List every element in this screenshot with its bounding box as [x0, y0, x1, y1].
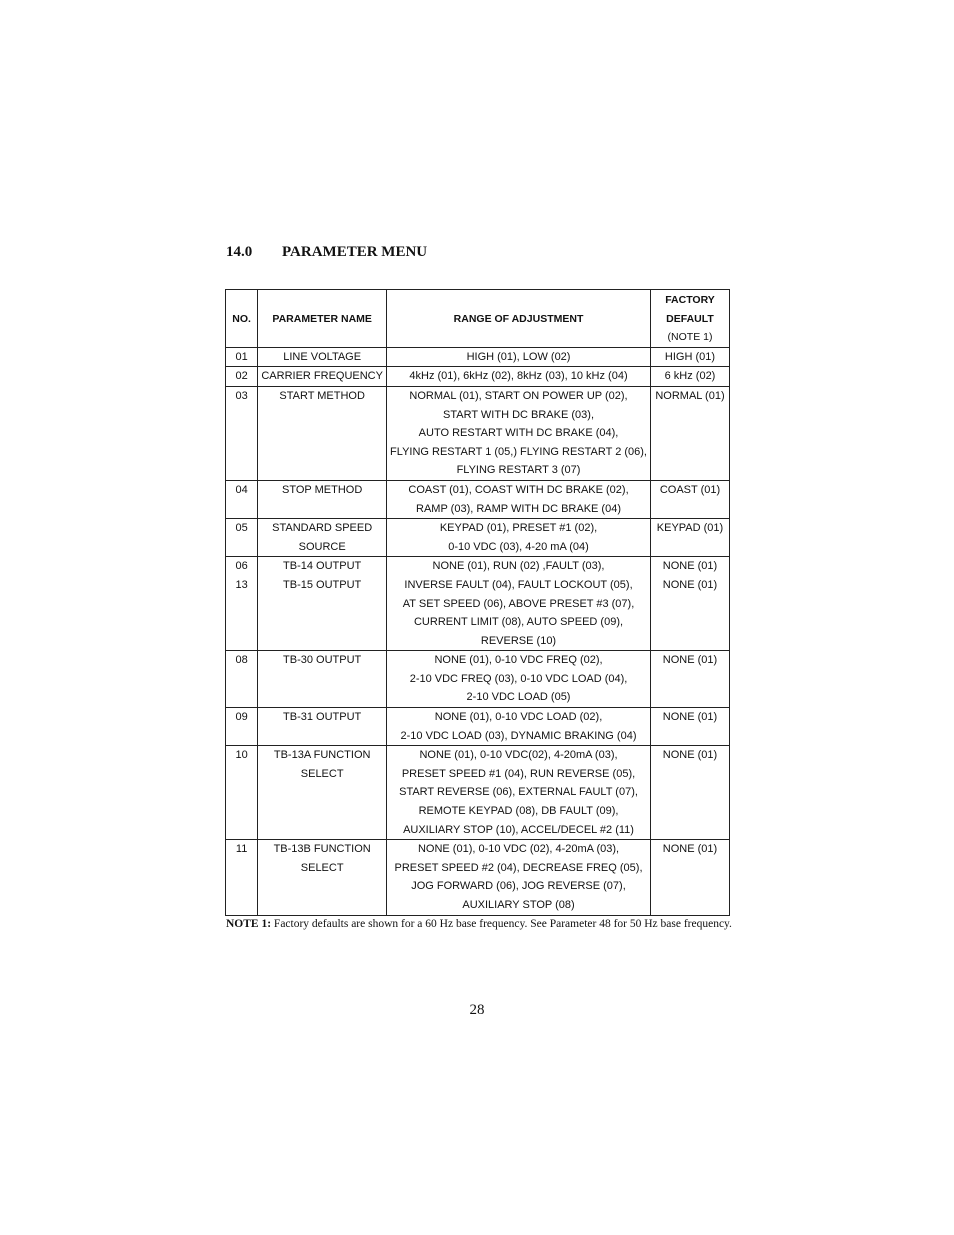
- cell-line: 2-10 VDC LOAD (03), DYNAMIC BRAKING (04): [400, 729, 637, 742]
- note-label: NOTE 1:: [226, 918, 272, 930]
- param-range-cell: [387, 557, 651, 651]
- param-name-cell: [258, 367, 387, 387]
- header-no: NO.: [226, 290, 258, 348]
- cell-line: 05: [235, 522, 248, 535]
- param-name-cell: [258, 746, 387, 840]
- table-row: [226, 347, 730, 367]
- cell-line: 4kHz (01), 6kHz (02), 8kHz (03), 10 kHz (04): [409, 370, 628, 383]
- cell-line: START METHOD: [279, 389, 365, 402]
- page-number: 28: [469, 1002, 485, 1018]
- param-range-cell: [387, 651, 651, 708]
- param-default-cell: [650, 519, 729, 557]
- cell-line: COAST (01): [659, 483, 721, 496]
- cell-line: TB-13B FUNCTION: [273, 843, 371, 856]
- cell-line: 02: [235, 370, 248, 383]
- cell-line: 09: [235, 711, 248, 724]
- cell-line: 04: [235, 483, 248, 496]
- param-name-cell: [258, 347, 387, 367]
- param-range-cell: [387, 708, 651, 746]
- cell-line: 08: [235, 654, 248, 667]
- cell-line: COAST (01), COAST WITH DC BRAKE (02),: [408, 483, 629, 496]
- cell-line: NORMAL (01), START ON POWER UP (02),: [409, 389, 628, 402]
- cell-line: 03: [235, 389, 248, 402]
- param-number-cell: [226, 519, 258, 557]
- section-heading: [226, 244, 427, 261]
- table-row: [226, 519, 730, 557]
- cell-line: NORMAL (01): [655, 389, 725, 402]
- cell-line: 0-10 VDC (03), 4-20 mA (04): [448, 540, 589, 553]
- param-number-cell: [226, 480, 258, 518]
- cell-line: STANDARD SPEED: [272, 522, 373, 535]
- cell-line: START REVERSE (06), EXTERNAL FAULT (07),: [399, 786, 638, 799]
- cell-line: NONE (01), 0-10 VDC(02), 4-20mA (03),: [419, 749, 618, 762]
- param-number-cell: [226, 746, 258, 840]
- param-range-cell: [387, 840, 651, 915]
- cell-line: 01: [235, 350, 248, 363]
- cell-line: SELECT: [300, 767, 344, 780]
- cell-line: 13: [235, 578, 248, 591]
- param-name-cell: [258, 708, 387, 746]
- cell-line: LINE VOLTAGE: [283, 350, 362, 363]
- cell-line: HIGH (01), LOW (02): [466, 350, 571, 363]
- cell-line: TB-30 OUTPUT: [283, 654, 362, 667]
- header-default-line: DEFAULT: [666, 312, 714, 325]
- cell-line: REVERSE (10): [480, 634, 557, 647]
- param-default-cell: [650, 386, 729, 480]
- section-number: 14.0: [226, 244, 253, 260]
- cell-line: SELECT: [300, 861, 344, 874]
- cell-line: NONE (01), 0-10 VDC FREQ (02),: [434, 654, 603, 667]
- table-row: [226, 386, 730, 480]
- cell-line: STOP METHOD: [282, 483, 363, 496]
- cell-line: 10: [235, 749, 248, 762]
- param-number-cell: [226, 708, 258, 746]
- cell-line: REMOTE KEYPAD (08), DB FAULT (09),: [418, 805, 619, 818]
- cell-line: JOG FORWARD (06), JOG REVERSE (07),: [411, 880, 626, 893]
- param-number-cell: [226, 367, 258, 387]
- cell-line: TB-13A FUNCTION: [273, 749, 371, 762]
- cell-line: 2-10 VDC FREQ (03), 0-10 VDC LOAD (04),: [409, 672, 628, 685]
- cell-line: NONE (01), RUN (02) ,FAULT (03),: [432, 560, 605, 573]
- param-default-cell: [650, 347, 729, 367]
- cell-line: NONE (01): [662, 843, 718, 856]
- cell-line: 11: [235, 843, 248, 856]
- cell-line: PRESET SPEED #2 (04), DECREASE FREQ (05),: [394, 861, 643, 874]
- cell-line: KEYPAD (01): [656, 522, 724, 535]
- cell-line: NONE (01), 0-10 VDC LOAD (02),: [434, 711, 603, 724]
- param-range-cell: [387, 386, 651, 480]
- cell-line: FLYING RESTART 1 (05,) FLYING RESTART 2 (06),: [390, 445, 647, 458]
- param-default-cell: [650, 480, 729, 518]
- param-number-cell: [226, 347, 258, 367]
- param-default-cell: [650, 651, 729, 708]
- footnote: [226, 917, 736, 933]
- param-range-cell: [387, 746, 651, 840]
- param-number-cell: [226, 840, 258, 915]
- header-parameter-name: PARAMETER NAME: [258, 290, 387, 348]
- param-default-cell: [650, 557, 729, 651]
- param-name-cell: [258, 557, 387, 651]
- param-default-cell: [650, 708, 729, 746]
- header-default-line: (NOTE 1): [667, 331, 713, 344]
- cell-line: AT SET SPEED (06), ABOVE PRESET #3 (07),: [402, 597, 635, 610]
- param-default-cell: [650, 746, 729, 840]
- cell-line: NONE (01): [662, 711, 718, 724]
- header-range: RANGE OF ADJUSTMENT: [387, 290, 651, 348]
- cell-line: START WITH DC BRAKE (03),: [443, 408, 594, 421]
- table-row: [226, 557, 730, 651]
- cell-line: CURRENT LIMIT (08), AUTO SPEED (09),: [413, 616, 624, 629]
- cell-line: KEYPAD (01), PRESET #1 (02),: [439, 522, 598, 535]
- param-range-cell: [387, 480, 651, 518]
- table-row: [226, 367, 730, 387]
- param-range-cell: [387, 347, 651, 367]
- param-name-cell: [258, 480, 387, 518]
- param-number-cell: [226, 557, 258, 651]
- cell-line: CARRIER FREQUENCY: [261, 370, 383, 383]
- parameter-table: [225, 289, 730, 916]
- cell-line: 6 kHz (02): [664, 370, 716, 383]
- note-text: Factory defaults are shown for a 60 Hz base frequency. See Parameter 48 for 50 Hz base frequency.: [271, 918, 732, 930]
- cell-line: AUXILIARY STOP (08): [462, 899, 575, 911]
- param-range-cell: [387, 367, 651, 387]
- cell-line: HIGH (01): [664, 350, 716, 363]
- cell-line: RAMP (03), RAMP WITH DC BRAKE (04): [416, 502, 621, 515]
- table-row: [226, 651, 730, 708]
- param-name-cell: [258, 840, 387, 915]
- cell-line: FLYING RESTART 3 (07): [456, 464, 581, 477]
- param-name-cell: [258, 386, 387, 480]
- param-range-cell: [387, 519, 651, 557]
- table-row: [226, 746, 730, 840]
- param-default-cell: [650, 840, 729, 915]
- cell-line: PRESET SPEED #1 (04), RUN REVERSE (05),: [401, 767, 636, 780]
- cell-line: SOURCE: [298, 540, 346, 553]
- cell-line: AUTO RESTART WITH DC BRAKE (04),: [418, 427, 619, 440]
- cell-line: AUXILIARY STOP (10), ACCEL/DECEL #2 (11): [403, 823, 634, 836]
- cell-line: TB-15 OUTPUT: [283, 578, 362, 591]
- param-number-cell: [226, 651, 258, 708]
- header-factory-default: [650, 290, 729, 348]
- cell-line: TB-31 OUTPUT: [283, 711, 362, 724]
- param-name-cell: [258, 519, 387, 557]
- cell-line: NONE (01), 0-10 VDC (02), 4-20mA (03),: [417, 843, 620, 856]
- param-number-cell: [226, 386, 258, 480]
- cell-line: TB-14 OUTPUT: [283, 560, 362, 573]
- cell-line: NONE (01): [662, 654, 718, 667]
- cell-line: 2-10 VDC LOAD (05): [466, 691, 571, 704]
- param-name-cell: [258, 651, 387, 708]
- cell-line: NONE (01): [662, 749, 718, 762]
- param-default-cell: [650, 367, 729, 387]
- table-body: [226, 347, 730, 915]
- header-default-line: FACTORY: [665, 294, 715, 306]
- cell-line: INVERSE FAULT (04), FAULT LOCKOUT (05),: [404, 578, 633, 591]
- cell-line: NONE (01): [662, 578, 718, 591]
- table-row: [226, 840, 730, 915]
- table-row: [226, 708, 730, 746]
- cell-line: 06: [235, 560, 248, 573]
- section-title: PARAMETER MENU: [282, 244, 428, 260]
- table-header: [226, 290, 730, 348]
- table-row: [226, 480, 730, 518]
- cell-line: NONE (01): [662, 560, 718, 573]
